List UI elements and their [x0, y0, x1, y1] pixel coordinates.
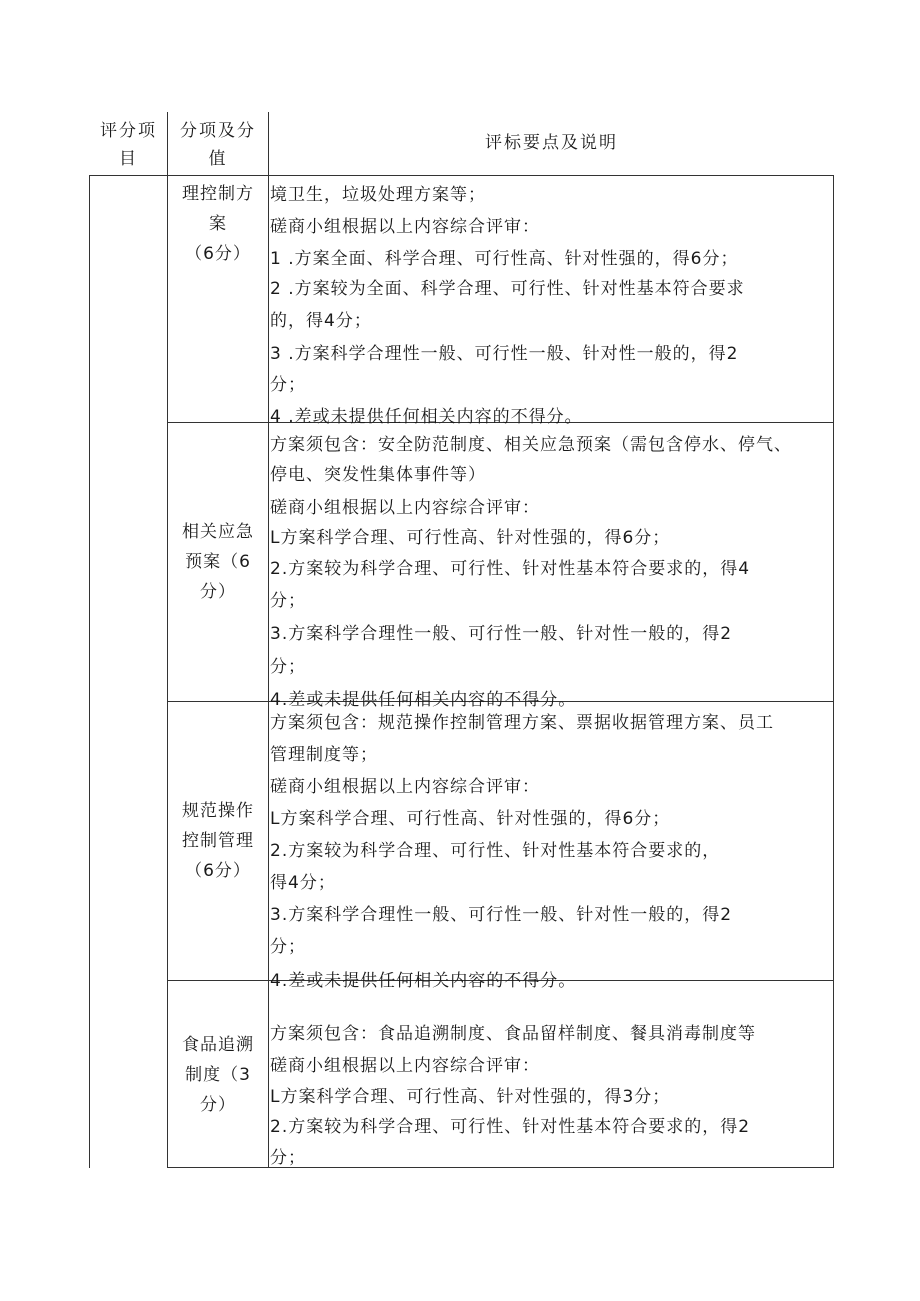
row-1-line-1: 境卫生，垃圾处理方案等；: [270, 185, 486, 205]
row-2-line-4: L方案科学合理、可行性高、针对性强的，得6分；: [270, 528, 671, 548]
row-2-score: [168, 517, 268, 607]
right-border: [833, 175, 834, 1168]
row-3-line-4: L方案科学合理、可行性高、针对性强的，得6分；: [270, 809, 671, 829]
row-2-score-line1: 相关应急: [182, 522, 254, 542]
header-col-category: [90, 117, 167, 173]
row-3-line-3: 磋商小组根据以上内容综合评审：: [270, 777, 540, 797]
header-col-criteria: 评标要点及说明: [485, 133, 618, 153]
row-2-line-2: 停电、突发性集体事件等）: [270, 465, 486, 485]
header-col-subitem: [168, 117, 268, 173]
row-3-line-2: 管理制度等；: [270, 745, 378, 765]
row-4-line-5: 分；: [270, 1148, 306, 1168]
row-1-score: [168, 179, 268, 269]
row-3-score: [168, 796, 268, 886]
row-1-score-line2: 案: [209, 214, 227, 234]
row-3-line-5: 2.方案较为科学合理、可行性、针对性基本符合要求的，: [270, 841, 721, 861]
row-2-line-8: 分；: [270, 657, 306, 677]
row-3-score-line3: （6分）: [185, 861, 251, 881]
header-col-category-line1: 评分项: [100, 121, 157, 141]
row-1-line-8: 4 .差或未提供任何相关内容的不得分。: [270, 407, 583, 427]
row-1-line-3: 1 .方案全面、科学合理、可行性高、针对性强的，得6分；: [270, 249, 739, 269]
row-4-score-line1: 食品追溯: [182, 1035, 254, 1055]
row-4-line-1: 方案须包含：食品追溯制度、食品留样制度、餐具消毒制度等: [270, 1024, 756, 1044]
row-1-line-7: 分；: [270, 375, 306, 395]
row-1-score-line1: 理控制方: [182, 184, 254, 204]
row-3-line-8: 分；: [270, 937, 306, 957]
row-1-score-line3: （6分）: [185, 244, 251, 264]
row-4-line-4: 2.方案较为科学合理、可行性、针对性基本符合要求的，得2: [270, 1117, 751, 1137]
header-col-subitem-line2: 值: [208, 149, 228, 169]
row-4-line-3: L方案科学合理、可行性高、针对性强的，得3分；: [270, 1087, 671, 1107]
left-border: [89, 175, 90, 1168]
row-2-line-6: 分；: [270, 591, 306, 611]
row-3-line-9: 4.差或未提供任何相关内容的不得分。: [270, 971, 577, 991]
header-col-subitem-line1: 分项及分: [180, 121, 256, 141]
row-4-score: [168, 1030, 268, 1120]
row-2-line-1: 方案须包含：安全防范制度、相关应急预案（需包含停水、停气、: [270, 435, 792, 455]
row-3-criteria: [270, 702, 833, 991]
table-bottom-line: [168, 1167, 834, 1168]
row-4-score-line3: 分）: [200, 1095, 236, 1115]
row-3-line-6: 得4分；: [270, 873, 336, 893]
row-4-score-line2: 制度（3: [185, 1065, 251, 1085]
row-2-line-5: 2.方案较为科学合理、可行性、针对性基本符合要求的，得4: [270, 559, 751, 579]
row-3-score-line2: 控制管理: [182, 831, 254, 851]
row-2-line-9: 4.差或未提供任何相关内容的不得分。: [270, 690, 577, 710]
row-3-line-7: 3.方案科学合理性一般、可行性一般、针对性一般的，得2: [270, 905, 733, 925]
column-divider-1: [167, 112, 168, 1168]
row-3-score-line1: 规范操作: [182, 801, 254, 821]
row-2-line-7: 3.方案科学合理性一般、可行性一般、针对性一般的，得2: [270, 624, 733, 644]
row-1-line-5: 的，得4分；: [270, 311, 372, 331]
row-1-line-6: 3 .方案科学合理性一般、可行性一般、针对性一般的，得2: [270, 344, 739, 364]
column-divider-2: [268, 112, 269, 1168]
row-4-criteria: [270, 981, 833, 1167]
row-1-criteria: [270, 176, 833, 427]
row-2-score-line3: 分）: [200, 582, 236, 602]
row-1-line-2: 磋商小组根据以上内容综合评审：: [270, 217, 540, 237]
header-separator-left: [89, 175, 168, 176]
row-2-line-3: 磋商小组根据以上内容综合评审：: [270, 498, 540, 518]
row-2-score-line2: 预案（6: [185, 552, 251, 572]
row-1-line-4: 2 .方案较为全面、科学合理、可行性、针对性基本符合要求: [270, 279, 745, 299]
header-col-category-line2: 目: [119, 149, 138, 169]
row-2-criteria: [270, 423, 833, 710]
row-3-line-1: 方案须包含：规范操作控制管理方案、票据收据管理方案、员工: [270, 713, 774, 733]
row-4-line-2: 磋商小组根据以上内容综合评审：: [270, 1056, 540, 1076]
